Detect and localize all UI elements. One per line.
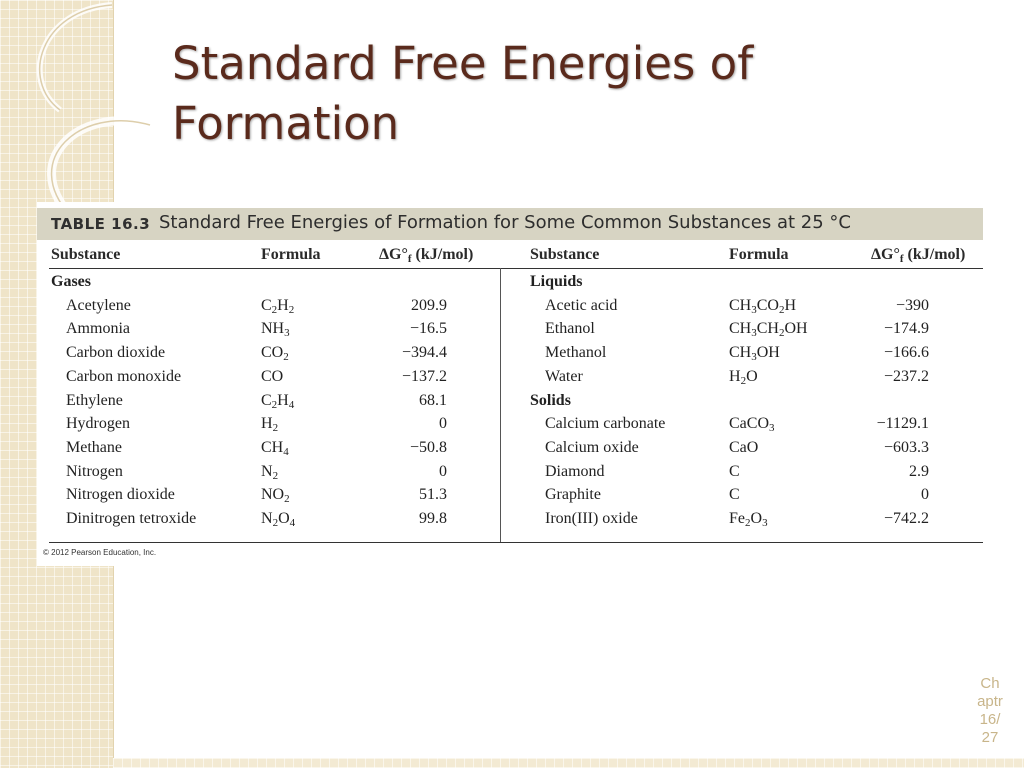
slide-number-line: Ch xyxy=(980,675,1000,692)
formula-cell: $C_2H_4$ xyxy=(261,391,295,411)
substance-cell: Graphite xyxy=(545,486,601,504)
header-formula-right: Formula xyxy=(729,246,789,263)
formula-cell: $CO_2$ xyxy=(261,344,289,364)
header-energy-unit: (kJ/mol) xyxy=(907,246,966,263)
energy-value-cell: 51.3 xyxy=(419,486,447,504)
energy-value-cell: 0 xyxy=(439,415,447,433)
formula-cell: $C_2H_2$ xyxy=(261,296,295,316)
energy-value-cell: −394.4 xyxy=(401,344,447,362)
slide-number-line: 16/ xyxy=(979,711,1001,728)
energy-value-cell: −237.2 xyxy=(883,367,929,385)
substance-cell: Calcium carbonate xyxy=(545,415,666,433)
header-substance-right: Substance xyxy=(530,246,600,263)
energy-value-cell: 0 xyxy=(921,486,929,504)
header-energy-right xyxy=(871,246,965,264)
formula-cell: $CH_3OH$ xyxy=(729,344,780,364)
formula-cell: $H_2O$ xyxy=(729,367,758,387)
table-column-divider xyxy=(500,268,501,542)
substance-cell: Diamond xyxy=(545,462,605,480)
substance-cell: Acetic acid xyxy=(545,296,618,314)
formula-cell: CaCO$_3$ xyxy=(729,415,775,435)
category-label: Liquids xyxy=(530,273,583,290)
header-formula-left: Formula xyxy=(261,246,321,263)
header-energy-left xyxy=(379,246,473,264)
substance-cell: Dinitrogen tetroxide xyxy=(66,510,197,527)
substance-cell: Ammonia xyxy=(66,320,130,338)
energy-value-cell: −174.9 xyxy=(883,320,929,338)
energy-value-cell: 99.8 xyxy=(419,510,447,527)
substance-cell: Methanol xyxy=(545,344,607,362)
formula-cell: $N_2O_4$ xyxy=(261,510,296,529)
energy-value-cell: −742.2 xyxy=(883,510,929,527)
table-top-rule xyxy=(49,268,983,269)
formula-cell: $N_2$ xyxy=(261,462,279,482)
substance-cell: Nitrogen dioxide xyxy=(66,486,175,504)
formula-cell: $H_2$ xyxy=(261,415,279,435)
header-substance-left: Substance xyxy=(51,246,121,263)
formula-cell: CaO xyxy=(729,438,759,456)
header-energy-unit: (kJ/mol) xyxy=(415,246,474,263)
energy-value-cell: −16.5 xyxy=(409,320,447,338)
formula-cell: CO xyxy=(261,367,284,385)
formula-cell: C xyxy=(729,486,740,504)
table-number: TABLE 16.3 xyxy=(51,215,151,233)
energy-value-cell: 209.9 xyxy=(411,296,447,314)
header-energy-subscript: f xyxy=(407,253,412,265)
decorative-bottom-band xyxy=(113,758,1024,768)
energy-value-cell: 2.9 xyxy=(909,462,929,480)
energy-value-cell: −166.6 xyxy=(883,344,929,362)
category-label: Gases xyxy=(51,273,91,290)
substance-cell: Ethanol xyxy=(545,320,595,338)
substance-cell: Carbon monoxide xyxy=(66,367,182,385)
energy-value-cell: −1129.1 xyxy=(876,415,929,433)
energy-value-cell: −603.3 xyxy=(883,438,929,456)
header-energy-symbol: ΔG° xyxy=(379,246,408,263)
formula-cell: $NH_3$ xyxy=(261,320,290,340)
substance-cell: Ethylene xyxy=(66,391,123,409)
formula-cell: $CH_3CO_2H$ xyxy=(729,296,797,316)
energy-value-cell: −50.8 xyxy=(409,438,447,456)
header-energy-symbol: ΔG° xyxy=(871,246,900,263)
energy-value-cell: −390 xyxy=(895,296,929,314)
decorative-swirl xyxy=(0,0,200,230)
slide-number-line: 27 xyxy=(981,729,999,746)
formula-cell: $NO_2$ xyxy=(261,486,290,506)
table-bottom-rule xyxy=(49,542,983,543)
formula-cell: $Fe_2O_3$ xyxy=(729,510,768,529)
substance-cell: Hydrogen xyxy=(66,415,130,433)
substance-cell: Calcium oxide xyxy=(545,438,639,456)
substance-cell: Carbon dioxide xyxy=(66,344,166,362)
copyright-text: © 2012 Pearson Education, Inc. xyxy=(43,548,157,557)
category-label: Solids xyxy=(530,391,571,409)
energy-table xyxy=(37,202,983,566)
table-caption: Standard Free Energies of Formation for Some Common Substances at 25 °C xyxy=(159,212,851,233)
slide-number xyxy=(970,675,1010,747)
substance-cell: Iron(III) oxide xyxy=(545,510,638,527)
slide-number-line: aptr xyxy=(977,693,1003,710)
energy-value-cell: 68.1 xyxy=(419,391,447,409)
energy-value-cell: 0 xyxy=(439,462,447,480)
formula-cell: $CH_3CH_2OH$ xyxy=(729,320,808,340)
substance-cell: Nitrogen xyxy=(66,462,123,480)
substance-cell: Water xyxy=(545,367,583,385)
table-header-bar xyxy=(37,208,983,240)
formula-cell: C xyxy=(729,462,740,480)
substance-cell: Methane xyxy=(66,438,122,456)
energy-value-cell: −137.2 xyxy=(401,367,447,385)
header-energy-subscript: f xyxy=(899,253,904,265)
slide-title: Standard Free Energies of Formation xyxy=(172,37,754,150)
substance-cell: Acetylene xyxy=(66,296,131,314)
formula-cell: $CH_4$ xyxy=(261,438,289,458)
